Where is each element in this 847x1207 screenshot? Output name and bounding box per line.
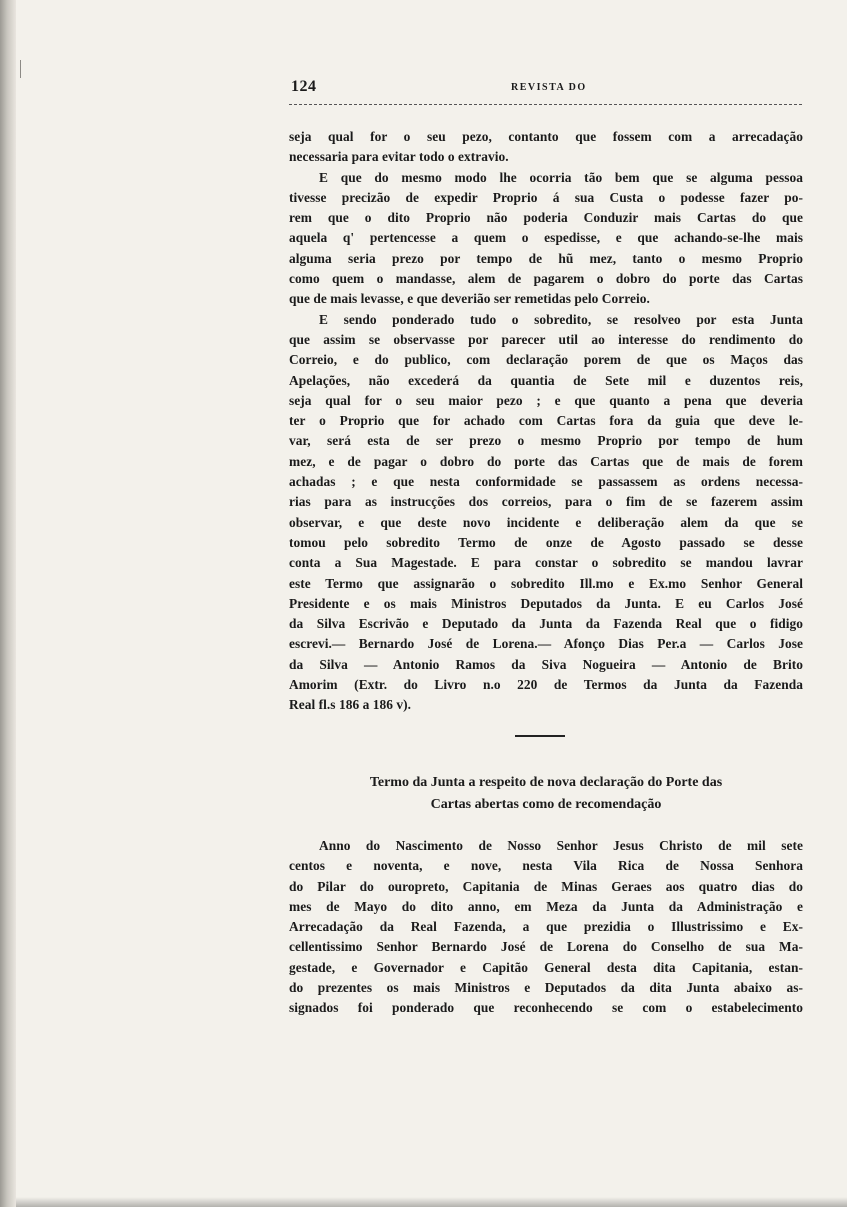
text-line: E sendo ponderado tudo o sobredito, se resolveo por esta Junta (319, 311, 803, 327)
text-line: E que do mesmo modo lhe ocorria tão bem que se alguma pessoa (319, 169, 803, 185)
text-line: Presidente e os mais Ministros Deputados da Junta. E eu Carlos José (289, 595, 803, 611)
text-line: necessaria para evitar todo o extravio. (289, 149, 509, 165)
text-line: Anno do Nascimento de Nosso Senhor Jesus Christo de mil sete (319, 838, 803, 853)
text-line: tomou pelo sobredito Termo de onze de Agosto passado se desse (289, 534, 803, 550)
text-line: que de mais levasse, e que deverião ser remetidas pelo Correio. (289, 291, 650, 307)
text-line: gestade, e Governador e Capitão General desta dita Capitania, estan- (289, 959, 803, 975)
section-separator (515, 735, 565, 737)
text-line: centos e noventa, e nove, nesta Vila Rica de Nossa Senhora (289, 858, 803, 874)
text-line: rem que o dito Proprio não poderia Conduzir mais Cartas do que (289, 210, 803, 226)
text-line: da Silva Escrivão e Deputado da Junta da Fazenda Real que o fidigo (289, 616, 803, 632)
text-line: Apelações, não excederá da quantia de Sete mil e duzentos reis, (289, 372, 803, 388)
text-line: aquela q' pertencesse a quem o espedisse, e que achando-se-lhe mais (289, 230, 803, 246)
text-line: var, será esta de ser prezo o mesmo Proprio por tempo de hum (289, 433, 803, 449)
text-line: Arrecadação da Real Fazenda, a que prezidia o Illustrissimo e Ex- (289, 919, 803, 935)
text-line: ter o Proprio que for achado com Cartas fora da guia que deve le- (289, 413, 803, 429)
text-line: tivesse precizão de expedir Proprio á sua Custa o podesse fazer po- (289, 189, 803, 205)
text-line: Real fl.s 186 a 186 v). (289, 697, 412, 713)
text-line: do prezentes os mais Ministros e Deputados da dita Junta abaixo as- (289, 980, 803, 996)
section-title-line-1: Termo da Junta a respeito de nova declaração do Porte das (369, 775, 723, 790)
text-line: rias para as instrucções dos correios, para o fim de se fazerem assim (289, 494, 803, 510)
text-line: cellentissimo Senhor Bernardo José de Lorena do Conselho de sua Ma- (289, 939, 803, 955)
text-line: da Silva — Antonio Ramos da Siva Nogueira — Antonio de Brito (289, 656, 803, 672)
body-text-block-2 (289, 836, 803, 1019)
text-line: que assim se observasse por parecer util ao interesse do rendimento do (289, 331, 803, 347)
text-line: escrevi.— Bernardo José de Lorena.— Afonço Dias Per.a — Carlos Jose (289, 636, 803, 652)
page-number: 124 (291, 78, 317, 95)
page-header (291, 78, 801, 102)
header-rule (289, 104, 802, 105)
text-line: mes de Mayo do dito anno, em Meza da Junta da Administração e (289, 898, 803, 914)
text-line: Correio, e do publico, com declaração porem de que os Maços das (289, 352, 803, 368)
section-title-line-2: Cartas abertas como de recomendação (430, 797, 662, 812)
text-line: signados foi ponderado que reconhecendo se com o estabelecimento (289, 1000, 803, 1016)
book-spine-shadow (0, 0, 16, 1207)
text-line: conta a Sua Magestade. E para constar o sobredito se mandou lavrar (289, 555, 803, 571)
text-line: este Termo que assignarão o sobredito Ill.mo e Ex.mo Senhor General (289, 575, 803, 591)
text-line: do Pilar do ouropreto, Capitania de Minas Geraes aos quatro dias do (289, 878, 803, 894)
text-line: Amorim (Extr. do Livro n.o 220 de Termos da Junta da Fazenda (289, 677, 803, 693)
margin-mark (20, 60, 21, 78)
text-line: como quem o mandasse, alem de pagarem o dobro do porte das Cartas (289, 271, 803, 287)
text-line: seja qual for o seu maior pezo ; e que quanto a pena que deveria (289, 392, 803, 408)
text-line: seja qual for o seu pezo, contanto que fossem com a arrecadação (289, 129, 803, 144)
text-line: alguma seria prezo por tempo de hũ mez, tanto o mesmo Proprio (289, 250, 803, 266)
page-bottom-shadow (16, 1197, 847, 1207)
body-text-block-1 (289, 127, 803, 716)
text-line: observar, e que deste novo incidente e deliberação alem da que se (289, 514, 803, 530)
text-line: mez, e de pagar o dobro do porte das Cartas que de mais de forem (289, 453, 803, 469)
running-title: REVISTA DO (511, 82, 587, 93)
text-line: achadas ; e que nesta conformidade se passassem as ordens necessa- (289, 474, 803, 490)
